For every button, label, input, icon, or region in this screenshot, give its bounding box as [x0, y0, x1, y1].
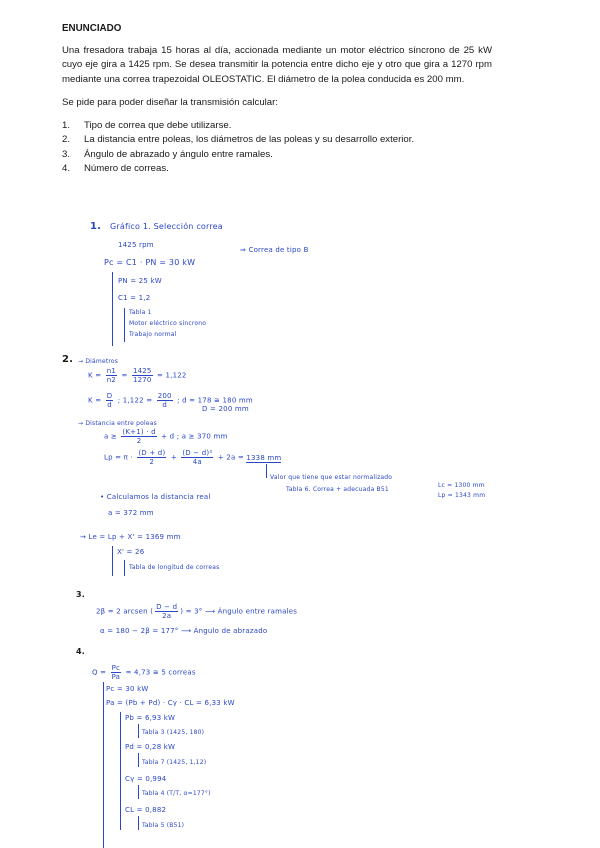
statement-paragraph-1: Una fresadora trabaja 15 horas al día, accionada mediante un motor eléctrico síncrono de 25 kW cuyo eje gira a 1425 rpm. Se desea transmitir la potencia entre dicho eje y otro que gira a 1270 rpm mediante una correa trapezoidal OLEOSTATIC. El diámetro de la polea conducida es 200 mm.	[62, 45, 492, 85]
diameters-heading: → Diámetros	[78, 358, 119, 365]
external-length-formula: → Le = Lp + X' = 1369 mm	[80, 533, 181, 541]
statement-title: ENUNCIADO	[62, 23, 122, 34]
bracket-line	[124, 308, 125, 342]
arrow-line	[138, 724, 139, 738]
problem-statement	[62, 22, 492, 177]
real-distance-value: a = 372 mm	[108, 509, 154, 517]
bracket-line	[124, 560, 125, 576]
section-2-label: 2.	[62, 354, 74, 365]
section-4-label: 4.	[76, 647, 86, 656]
belt-type-result: ⇒ Correa de tipo B	[240, 246, 309, 254]
c1-value: C1 = 1,2	[118, 294, 151, 302]
bracket-line	[112, 272, 113, 346]
question-item: 1. Tipo de correa que debe utilizarse.	[62, 120, 232, 132]
cy-table-ref: Tabla 4 (T/T, α=177°)	[142, 790, 211, 797]
normalized-note: Valor que tiene que estar normalizado	[270, 474, 393, 481]
arrow-line	[266, 464, 267, 478]
min-distance-formula: a ≥ $\frac{(K+1) \cdot d}{2}$ + d ; a ≥ 370 mm	[104, 428, 228, 445]
question-item: 4. Número de correas.	[62, 163, 169, 175]
pa-formula: Pa = (Pb + Pd) · Cγ · CL = 6,33 kW	[106, 699, 235, 707]
diameter-formula: K = $\frac{D}{d}$ ; 1,122 = $\frac{200}{d}$ ; d = 178 ≅ 180 mm	[88, 392, 253, 409]
table-6-ref: Tabla 6. Correa + adecuada B51	[286, 486, 389, 493]
rpm-value: 1425 rpm	[118, 241, 154, 249]
cl-value: CL = 0,882	[125, 806, 167, 814]
beta-formula: 2β = 2 arcsen ( $\frac{D - d}{2a}$ ) = 3° ⟶ Ángulo entre ramales	[96, 603, 298, 620]
question-item: 2. La distancia entre poleas, los diámetros de las poleas y su desarrollo exterior.	[62, 134, 415, 146]
pd-table-ref: Tabla 7 (1425, 1,12)	[142, 759, 207, 766]
section-1-heading: Gráfico 1. Selección correa	[110, 222, 223, 231]
arrow-line	[138, 753, 139, 767]
pc-formula: Pc = C1 · PN = 30 kW	[104, 258, 196, 267]
lc-value: Lc = 1300 mm	[438, 482, 485, 489]
k-ratio-formula: K = $\frac{n1}{n2}$ = $\frac{1425}{1270}$ = 1,122	[88, 367, 187, 384]
section-3-label: 3.	[76, 590, 86, 599]
arrow-line	[138, 816, 139, 830]
question-item: 3. Ángulo de abrazado y ángulo entre ramales.	[62, 148, 273, 160]
x-correction-value: X' = 26	[117, 548, 145, 556]
lp-value: Lp = 1343 mm	[438, 492, 486, 499]
pc-value: Pc = 30 kW	[106, 685, 149, 693]
pd-value: Pd = 0,28 kW	[125, 743, 176, 751]
bracket-line	[103, 682, 104, 848]
table-ref: Tabla 1	[129, 309, 152, 316]
alpha-formula: α = 180 − 2β = 177° ⟶ Ángulo de abrazado	[100, 627, 268, 635]
pn-value: PN = 25 kW	[118, 277, 162, 285]
statement-paragraph-2: Se pide para poder diseñar la transmisión calcular:	[62, 96, 278, 108]
bracket-line	[112, 546, 113, 576]
distance-heading: → Distancia entre poleas	[78, 420, 157, 427]
belt-length-formula: Lp = π · $\frac{(D + d)}{2}$ + $\frac{\text{(D − d)²}}{4a}$ + 2a = 1338 mm	[104, 449, 282, 466]
pb-value: Pb = 6,93 kW	[125, 714, 176, 722]
questions-list	[62, 119, 492, 177]
length-table-ref: Tabla de longitud de correas	[129, 564, 220, 571]
pb-table-ref: Tabla 3 (1425, 180)	[142, 729, 205, 736]
work-note: Trabajo normal	[129, 331, 177, 338]
motor-note: Motor eléctrico síncrono	[129, 320, 207, 327]
number-of-belts-formula: Q = $\frac{Pc}{Pa}$ = 4,73 ≅ 5 correas	[92, 664, 196, 681]
bracket-line	[120, 712, 121, 830]
cy-value: Cγ = 0,994	[125, 775, 167, 783]
big-diameter-value: D = 200 mm	[202, 405, 249, 413]
section-1-label: 1.	[90, 221, 102, 232]
arrow-line	[138, 785, 139, 799]
cl-table-ref: Tabla 5 (B51)	[142, 822, 185, 829]
real-distance-heading: • Calculamos la distancia real	[100, 493, 211, 501]
